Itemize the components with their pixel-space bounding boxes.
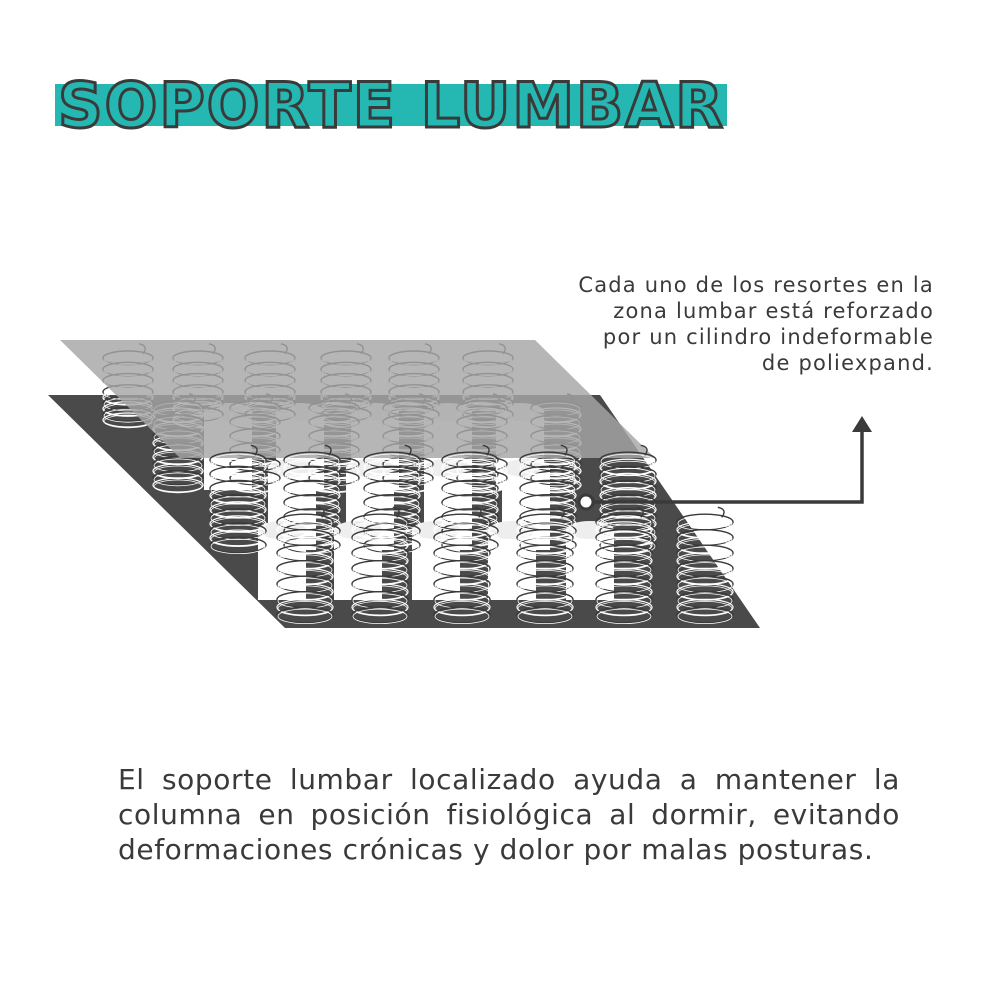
description-text: El soporte lumbar localizado ayuda a mantener la columna en posición fisiológica al dormir, evitando deformaciones crónicas y dolor por malas posturas. [118,763,900,866]
callout-text: Cada uno de los resortes en la zona lumbar está reforzado por un cilindro indeformable de poliexpand. [578,273,934,375]
arrow-up-icon [852,416,872,432]
spring-diagram [0,300,1000,660]
page-title: SOPORTE LUMBAR [58,69,726,142]
callout-dot [579,495,593,509]
